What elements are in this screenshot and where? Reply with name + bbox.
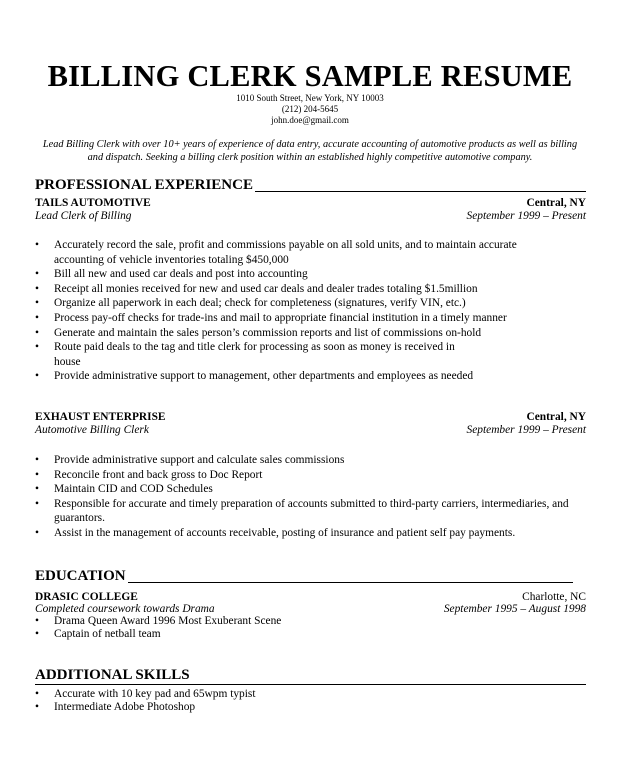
job-title: Lead Clerk of Billing <box>35 210 132 222</box>
list-item: • Assist in the management of accounts receivable, posting of insurance and patient self pay payments. <box>35 526 595 541</box>
list-item: • Bill all new and used car deals and post into accounting <box>35 267 567 282</box>
contact-address: 1010 South Street, New York, NY 10003 <box>236 93 384 103</box>
list-item: • Accurately record the sale, profit and commissions payable on all sold units, and to maintain accurate accounting of vehicle inventories totaling $450,000 <box>35 238 567 267</box>
job-company: TAILS AUTOMOTIVE <box>35 197 151 209</box>
list-item: • Provide administrative support to management, other departments and employees as needed <box>35 369 484 384</box>
list-item: • Intermediate Adobe Photoshop <box>35 701 595 714</box>
section-rule <box>255 191 586 192</box>
education-program: Completed coursework towards Drama <box>35 603 215 615</box>
job-location: Central, NY <box>526 197 586 209</box>
skills-list <box>35 688 595 713</box>
contact-phone: (212) 204-5645 <box>281 104 339 114</box>
school-name: DRASIC COLLEGE <box>35 591 138 603</box>
job-company: EXHAUST ENTERPRISE <box>35 411 166 423</box>
section-rule <box>128 582 573 583</box>
job-title: Automotive Billing Clerk <box>35 424 149 436</box>
contact-email: john.doe@gmail.com <box>271 115 349 125</box>
list-item: • Responsible for accurate and timely preparation of accounts submitted to third-party carriers, intermediaries, and guarantors. <box>35 497 595 526</box>
job-dates: September 1999 – Present <box>466 424 586 436</box>
list-item: • Route paid deals to the tag and title clerk for processing as soon as money is received in house <box>35 340 484 369</box>
job-dates: September 1999 – Present <box>466 210 586 222</box>
education-dates: September 1995 – August 1998 <box>443 603 586 615</box>
job-duties-list <box>35 238 567 384</box>
list-item: • Accurate with 10 key pad and 65wpm typist <box>35 688 595 701</box>
list-item: • Provide administrative support and calculate sales commissions <box>35 453 595 468</box>
school-location: Charlotte, NC <box>522 591 586 603</box>
section-heading-skills: ADDITIONAL SKILLS <box>35 667 190 683</box>
section-rule <box>35 684 586 685</box>
job-location: Central, NY <box>526 411 586 423</box>
list-item: • Generate and maintain the sales person’s commission reports and list of commissions on-hold <box>35 326 567 341</box>
list-item: • Captain of netball team <box>35 628 595 641</box>
education-list <box>35 615 595 640</box>
list-item: • Organize all paperwork in each deal; check for completeness (signatures, verify VIN, etc.) <box>35 296 567 311</box>
section-heading-experience: PROFESSIONAL EXPERIENCE <box>35 177 253 193</box>
list-item: • Drama Queen Award 1996 Most Exuberant Scene <box>35 615 595 628</box>
section-heading-education: EDUCATION <box>35 568 126 584</box>
job-duties-list <box>35 453 595 541</box>
list-item: • Receipt all monies received for new and used car deals and dealer trades totaling $1.5million <box>35 282 567 297</box>
page-title: BILLING CLERK SAMPLE RESUME <box>47 59 573 93</box>
list-item: • Process pay-off checks for trade-ins and mail to appropriate financial institution in a timely manner <box>35 311 567 326</box>
objective-summary: Lead Billing Clerk with over 10+ years of experience of data entry, accurate accounting of automotive products as well as billing and dispatch. Seeking a billing clerk position within an established highly competitive automotive company. <box>42 139 578 163</box>
list-item: • Reconcile front and back gross to Doc Report <box>35 468 595 483</box>
list-item: • Maintain CID and COD Schedules <box>35 482 595 497</box>
